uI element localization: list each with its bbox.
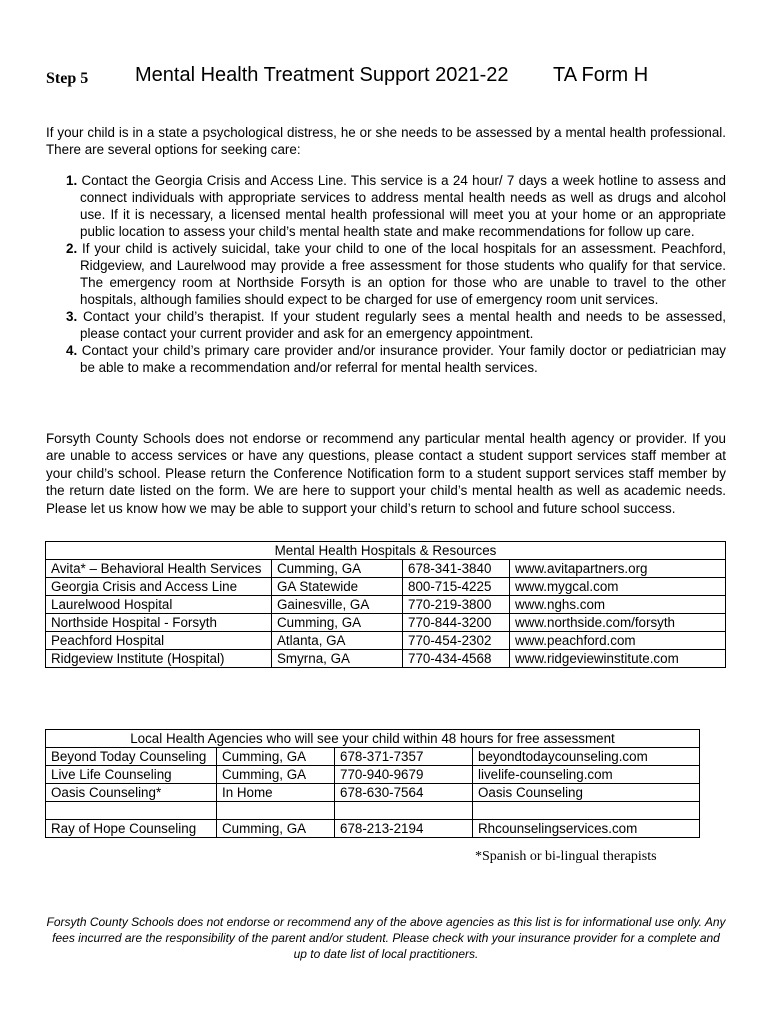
list-text: Contact your child’s primary care provider and/or insurance provider. Your family doctor or pediatrician may be able to make a recommendation and/or referral for mental health services. (80, 343, 726, 375)
table-row (46, 560, 726, 578)
table-row (46, 578, 726, 596)
hospital-location: Cumming, GA (272, 560, 403, 578)
step-label: Step 5 (46, 70, 89, 87)
hospital-phone: 800-715-4225 (403, 578, 510, 596)
table-row (46, 650, 726, 668)
agency-name: Beyond Today Counseling (46, 748, 217, 766)
table-title: Local Health Agencies who will see your child within 48 hours for free assessment (46, 730, 700, 748)
list-item (66, 308, 726, 342)
page-title: Mental Health Treatment Support 2021-22 (135, 64, 509, 86)
list-number: 1. (66, 173, 78, 188)
agency-website: Rhcounselingservices.com (473, 820, 700, 838)
table-row (46, 784, 700, 802)
agency-website: Oasis Counseling (473, 784, 700, 802)
hospitals-table (45, 541, 726, 668)
agency-name: Oasis Counseling* (46, 784, 217, 802)
agency-location: In Home (217, 784, 335, 802)
agency-website: beyondtodaycounseling.com (473, 748, 700, 766)
hospital-phone: 770-434-4568 (403, 650, 510, 668)
footer-disclaimer: Forsyth County Schools does not endorse or recommend any of the above agencies as this list is for informational use only. Any fees incurred are the responsibility of the parent and/or student. Please check with your insurance provider for a complete and up to date list of local practitioners. (46, 915, 726, 961)
agency-name: Ray of Hope Counseling (46, 820, 217, 838)
list-item (66, 342, 726, 376)
agency-location: Cumming, GA (217, 748, 335, 766)
list-text: Contact the Georgia Crisis and Access Line. This service is a 24 hour/ 7 days a week hotline to assess and connect individuals with appropriate services to address mental health needs as well as drugs and alcohol use. If it is necessary, a licensed mental health professional will meet you at your home or an appropriate public location to assess your child’s mental health state and make recommendations for follow up care. (80, 173, 726, 239)
care-options-list (66, 172, 726, 376)
hospital-phone: 770-454-2302 (403, 632, 510, 650)
hospital-name: Avita* – Behavioral Health Services (46, 560, 272, 578)
table-row (46, 596, 726, 614)
hospital-website: www.ridgeviewinstitute.com (510, 650, 726, 668)
list-number: 4. (66, 343, 78, 358)
hospital-name: Peachford Hospital (46, 632, 272, 650)
table-row (46, 614, 726, 632)
disclaimer-paragraph: Forsyth County Schools does not endorse or recommend any particular mental health agency or provider. If you are unable to access services or have any questions, please contact a student support services staff member at your child’s school. Please return the Conference Notification form to a student support services staff member by the return date listed on the form. We are here to support your child’s mental health as well as academic needs. Please let us know how we may be able to support your child’s return to school and future school success. (46, 431, 726, 516)
agency-phone: 678-371-7357 (335, 748, 473, 766)
agency-location: Cumming, GA (217, 820, 335, 838)
hospital-name: Georgia Crisis and Access Line (46, 578, 272, 596)
hospital-website: www.northside.com/forsyth (510, 614, 726, 632)
table-title: Mental Health Hospitals & Resources (46, 542, 726, 560)
agency-phone: 770-940-9679 (335, 766, 473, 784)
hospital-location: Gainesville, GA (272, 596, 403, 614)
bilingual-note: *Spanish or bi-lingual therapists (475, 849, 657, 864)
list-text: Contact your child’s therapist. If your student regularly sees a mental health and needs to be assessed, please contact your current provider and ask for an emergency appointment. (80, 309, 726, 341)
hospital-phone: 770-844-3200 (403, 614, 510, 632)
agencies-table (45, 729, 700, 838)
hospital-location: GA Statewide (272, 578, 403, 596)
page-header (46, 64, 736, 94)
hospital-website: www.nghs.com (510, 596, 726, 614)
table-row (46, 748, 700, 766)
list-text: If your child is actively suicidal, take your child to one of the local hospitals for an assessment. Peachford, Ridgeview, and Laurelwood may provide a free assessment for those students who qualify for that service. The emergency room at Northside Forsyth is an option for those who are unable to travel to the other hospitals, although families should expect to be charged for use of emergency room unit services. (80, 241, 726, 307)
hospital-phone: 770-219-3800 (403, 596, 510, 614)
agency-location: Cumming, GA (217, 766, 335, 784)
hospital-location: Cumming, GA (272, 614, 403, 632)
hospital-location: Atlanta, GA (272, 632, 403, 650)
agency-phone: 678-213-2194 (335, 820, 473, 838)
hospital-website: www.avitapartners.org (510, 560, 726, 578)
hospital-name: Laurelwood Hospital (46, 596, 272, 614)
hospital-phone: 678-341-3840 (403, 560, 510, 578)
list-number: 3. (66, 309, 78, 324)
hospital-name: Northside Hospital - Forsyth (46, 614, 272, 632)
hospital-location: Smyrna, GA (272, 650, 403, 668)
agency-name: Live Life Counseling (46, 766, 217, 784)
hospital-website: www.peachford.com (510, 632, 726, 650)
intro-paragraph: If your child is in a state a psychological distress, he or she needs to be assessed by a mental health professional. There are several options for seeking care: (46, 125, 726, 157)
form-id: TA Form H (553, 64, 649, 86)
table-row (46, 820, 700, 838)
agency-phone: 678-630-7564 (335, 784, 473, 802)
table-row (46, 632, 726, 650)
table-row-spacer (46, 802, 700, 820)
hospital-name: Ridgeview Institute (Hospital) (46, 650, 272, 668)
list-item (66, 172, 726, 240)
list-item (66, 240, 726, 308)
list-number: 2. (66, 241, 78, 256)
table-row (46, 766, 700, 784)
hospital-website: www.mygcal.com (510, 578, 726, 596)
agency-website: livelife-counseling.com (473, 766, 700, 784)
